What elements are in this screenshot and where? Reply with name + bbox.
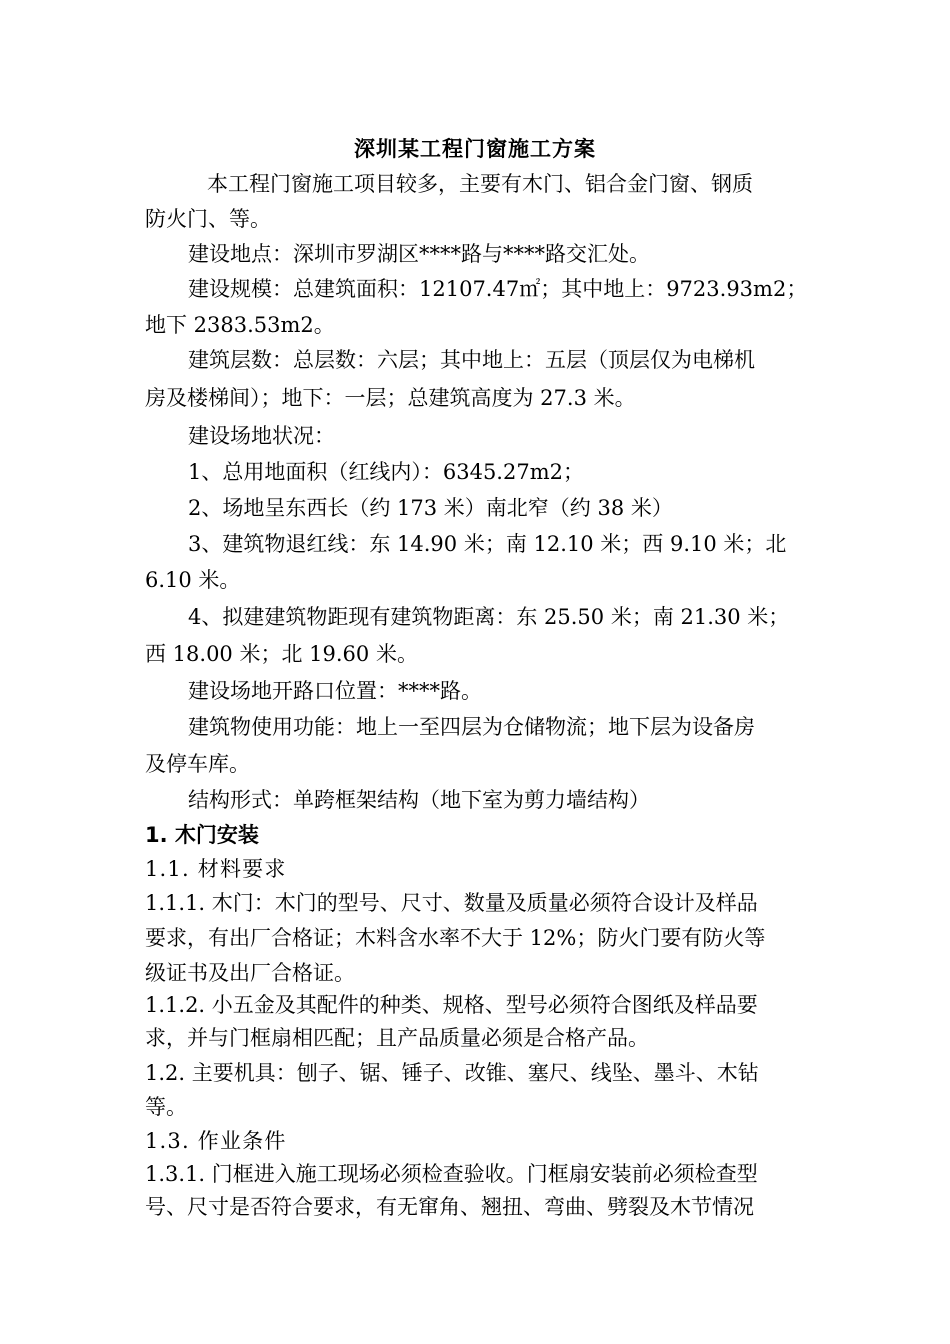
paragraph-line: 西 18.00 米；北 19.60 米。 <box>145 642 418 666</box>
paragraph-line: 建设地点：深圳市罗湖区****路与****路交汇处。 <box>188 242 650 266</box>
paragraph-line: 本工程门窗施工项目较多，主要有木门、铝合金门窗、钢质 <box>207 172 753 196</box>
paragraph-line: 房及楼梯间）；地下：一层；总建筑高度为 27.3 米。 <box>145 386 636 410</box>
paragraph-line: 建筑物使用功能：地上一至四层为仓储物流；地下层为设备房 <box>188 715 755 739</box>
paragraph-line: 1.1.1. 木门：木门的型号、尺寸、数量及质量必须符合设计及样品 <box>145 891 758 915</box>
paragraph-line: 建设场地状况： <box>188 424 335 448</box>
paragraph-line: 地下 2383.53m2。 <box>145 313 335 337</box>
paragraph-line: 3、建筑物退红线：东 14.90 米；南 12.10 米；西 9.10 米；北 <box>188 532 787 556</box>
paragraph-line: 求，并与门框扇相匹配；且产品质量必须是合格产品。 <box>145 1026 649 1050</box>
paragraph-line: 等。 <box>145 1095 187 1119</box>
paragraph-line: 要求，有出厂合格证；木料含水率不大于 12%；防火门要有防火等 <box>145 926 766 950</box>
section-heading: 1. 木门安装 <box>145 823 259 847</box>
paragraph-line: 2、场地呈东西长（约 173 米）南北窄（约 38 米） <box>188 496 673 520</box>
paragraph-line: 1.3.1. 门框进入施工现场必须检查验收。门框扇安装前必须检查型 <box>145 1162 758 1186</box>
paragraph-line: 4、拟建建筑物距现有建筑物距离：东 25.50 米；南 21.30 米； <box>188 605 790 629</box>
paragraph-line: 防火门、等。 <box>145 207 271 231</box>
paragraph-line: 6.10 米。 <box>145 568 241 592</box>
paragraph-line: 建设规模：总建筑面积：12107.47㎡；其中地上：9723.93m2； <box>188 277 808 301</box>
paragraph-line: 1、总用地面积（红线内）：6345.27m2； <box>188 460 584 484</box>
paragraph-line: 建设场地开路口位置：****路。 <box>188 679 482 703</box>
paragraph-line: 号、尺寸是否符合要求，有无窜角、翘扭、弯曲、劈裂及木节情况 <box>145 1195 754 1219</box>
paragraph-line: 1.1.2. 小五金及其配件的种类、规格、型号必须符合图纸及样品要 <box>145 993 758 1017</box>
subsection-heading: 1.3. 作业条件 <box>145 1129 287 1153</box>
paragraph-line: 1.2. 主要机具：刨子、锯、锤子、改锥、塞尺、线坠、墨斗、木钻 <box>145 1061 759 1085</box>
paragraph-line: 级证书及出厂合格证。 <box>145 961 355 985</box>
document-title: 深圳某工程门窗施工方案 <box>354 137 596 161</box>
paragraph-line: 建筑层数：总层数：六层；其中地上：五层（顶层仅为电梯机 <box>188 348 755 372</box>
paragraph-line: 结构形式：单跨框架结构（地下室为剪力墙结构） <box>188 788 650 812</box>
paragraph-line: 及停车库。 <box>145 752 250 776</box>
subsection-heading: 1.1. 材料要求 <box>145 857 287 881</box>
